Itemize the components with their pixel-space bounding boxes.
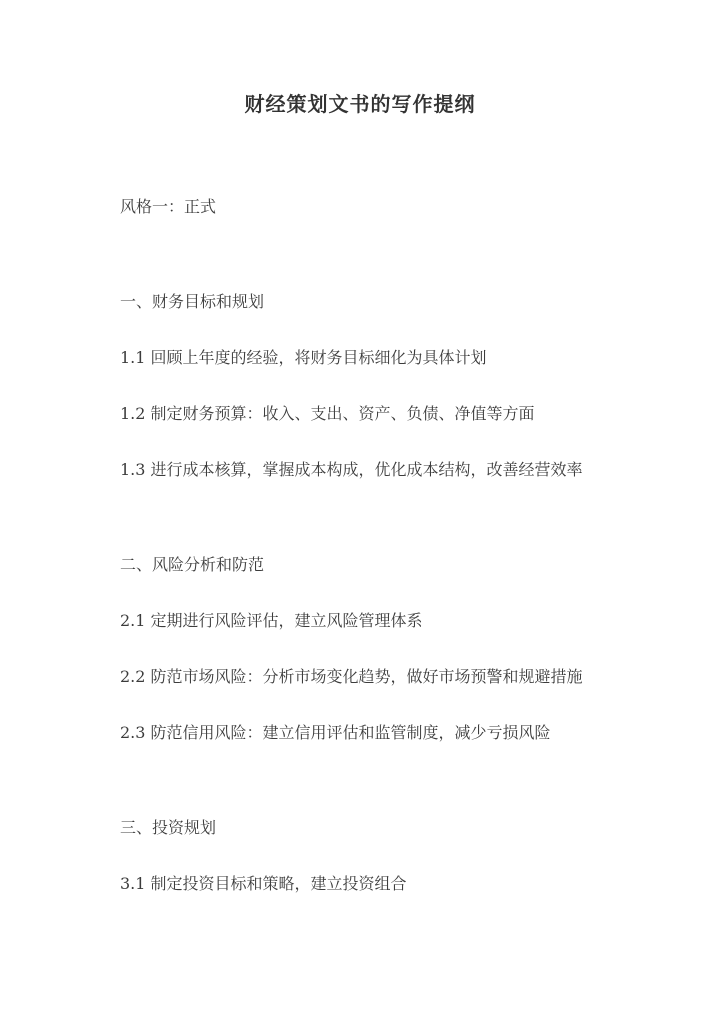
section-item: 2.3 防范信用风险：建立信用评估和监管制度，减少亏损风险 <box>120 723 551 742</box>
section-item: 3.1 制定投资目标和策略，建立投资组合 <box>120 874 407 893</box>
section-item: 1.2 制定财务预算：收入、支出、资产、负债、净值等方面 <box>120 404 535 423</box>
section-heading: 二、风险分析和防范 <box>120 555 265 574</box>
section-heading: 三、投资规划 <box>120 818 217 837</box>
document-title: 财经策划文书的写作提纲 <box>244 92 476 116</box>
style-line: 风格一：正式 <box>120 197 217 216</box>
section-item: 2.1 定期进行风险评估，建立风险管理体系 <box>120 611 423 630</box>
section-item: 1.1 回顾上年度的经验，将财务目标细化为具体计划 <box>120 348 487 367</box>
section-item: 2.2 防范市场风险：分析市场变化趋势，做好市场预警和规避措施 <box>120 667 583 686</box>
section-heading: 一、财务目标和规划 <box>120 292 265 311</box>
section-item: 1.3 进行成本核算，掌握成本构成，优化成本结构，改善经营效率 <box>120 460 583 479</box>
